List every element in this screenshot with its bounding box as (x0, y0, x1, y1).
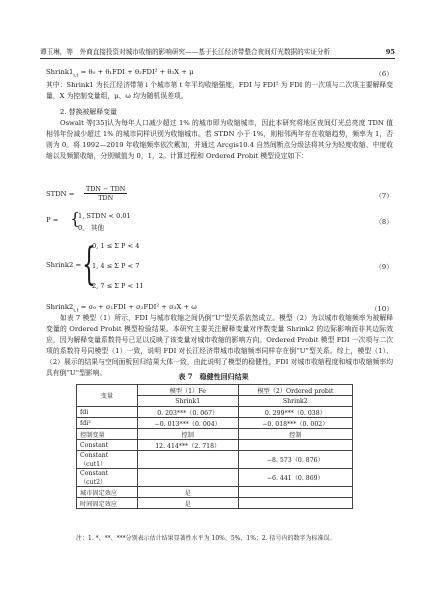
equation-7-fraction (84, 185, 127, 202)
equation-9-case3: 2, 7 ≤ Σ P < 11 (92, 282, 144, 290)
running-head-title: 谭玉琳，等 外商直接投资对城市收缩的影响研究——基于长江经济带整合夜间灯光数据的实证分析 (40, 48, 331, 56)
paragraph-method: Oswalt 等[35]认为每年人口减少超过 1% 的城市即为收缩城市，因此本研究将地区夜间灯光总亮度 TDN 值相邻年份减少超过 1% 的城市同样识别为收缩城市。若 STDN 小于 1%，则相邻两年存在收缩趋势，频率为 1，否则为 0。将 1992—2019 年收缩频率依次累加，并通过 Arcgis10.4 自然间断点分级法将其分为轻度收缩、中度收缩以及频繁收缩，分别赋值为 0，1，2。计算过程和 Ordered Probit 模型设定如下： (46, 119, 393, 160)
table-cell-m1: 是 (137, 498, 238, 509)
equation-9-number: （9） (375, 263, 393, 271)
equation-7-denominator: TDN (98, 194, 114, 202)
table-cell-m1: 0. 203***（0. 067） (137, 407, 238, 418)
table-cell-m2 (238, 487, 352, 498)
equation-10-number: （10） (370, 305, 393, 313)
table-cell-m2: 0. 299***（0. 038） (238, 407, 352, 418)
table-header-row (77, 385, 353, 396)
table-cell-var: Constant （cut2） (77, 469, 138, 487)
table-cell-m1: 是 (137, 487, 238, 498)
table-cell-m1 (137, 469, 238, 487)
equation-7-numerator: TDN − TDN (86, 185, 126, 193)
table-row (77, 451, 353, 469)
table-cell-m1: 12. 414***（2. 718） (137, 440, 238, 451)
table-subheader-shrink2: Shrink2 (238, 396, 352, 407)
table-cell-m2: −0. 018***（0. 002） (238, 418, 352, 429)
table-row (77, 407, 353, 418)
page-number: 95 (385, 48, 395, 56)
table-cell-m2: −8. 573（0. 876） (238, 451, 352, 469)
equation-9-brace: { (82, 239, 96, 290)
equation-7-number: （7） (375, 192, 393, 200)
equation-8-case1: 1, STDN < 0.01 (78, 212, 131, 220)
table-cell-var: 城市固定效应 (77, 487, 138, 498)
table-row (77, 440, 353, 451)
equation-8-lhs: P = (46, 216, 59, 224)
paragraph-results: 如表 7 模型（1）所示，FDI 与城市收缩之间仍倒“U”型关系依然成立。模型（2）为以城市收缩频率为被解释变量的 Ordered Probit 模型检验结果。本研究主要关注解释变量对序数变量 Shrink2 的边际影响而非其边际效应，因为解释变量系数符号已足以反映了该变量对城市收缩的影响方向。Ordered Probit 模型 FDI 一次项与二次项的系数符号同模型（1）一致，说明 FDI 对长江经济带城市收缩频率同样存在倒“U”型关系。综上，模型（1）、（2）展示的结果与空间面板回归结果大体一致，由此说明了模型的稳健性，FDI 对城市收缩程度和城市收缩频率均具有倒“U”型影响。 (46, 314, 393, 377)
equation-7-lhs: STDN = (46, 190, 75, 198)
equation-7 (46, 185, 393, 205)
table-cell-m2 (238, 440, 352, 451)
equation-6-number: （6） (375, 70, 393, 78)
equation-8 (46, 209, 393, 232)
table-cell-var: 时间固定效应 (77, 498, 138, 509)
running-head (40, 46, 395, 59)
table-row (77, 429, 353, 440)
equation-9 (46, 238, 393, 296)
equation-8-case2: 0, 其他 (78, 224, 105, 232)
table-cell-m1 (137, 451, 238, 469)
table-subheader-shrink1: Shrink1 (137, 396, 238, 407)
table-cell-var: fdi² (77, 418, 138, 429)
table-cell-var: fdi (77, 407, 138, 418)
equation-9-case1: 0, 1 ≤ Σ P < 4 (92, 242, 140, 250)
equation-8-number: （8） (375, 218, 393, 226)
table-cell-m2: 控制 (238, 429, 352, 440)
table-cell-m1: 控制 (137, 429, 238, 440)
table-cell-var: Constant （cut1） (77, 451, 138, 469)
equation-8-brace: { (70, 209, 81, 228)
table-cell-var: Constant (77, 440, 138, 451)
equation-9-lhs: Shrink2 = (46, 261, 82, 269)
table-note: 注：1. *、**、***分别表示估计结果显著性水平为 10%、5%、1%；2. 括号内的数字为标准误。 (76, 535, 336, 542)
robustness-table (76, 384, 353, 509)
table-row (77, 487, 353, 498)
table-header-variable: 变量 (77, 385, 138, 407)
equation-9-case2: 1, 4 ≤ Σ P < 7 (92, 262, 140, 270)
table-cell-var: 控制变量 (77, 429, 138, 440)
equation-10-lhs: $Shrink2_{i,t} = \sigma_0 + \sigma_1FDI + \sigma_2FDI^2 + \sigma_3X + \omega$ (46, 303, 197, 314)
table-header-model2: 模型（2）Ordered probit (238, 385, 352, 396)
table-row (77, 418, 353, 429)
equation-6-lhs: $Shrink1_{i,t} = \theta_0 + \theta_1FDI + \theta_2FDI^2 + \theta_3X + \mu$ (46, 68, 194, 79)
section-heading: 2. 替换被解释变量 (60, 108, 117, 116)
table-cell-m1: −0. 013***（0. 004） (137, 418, 238, 429)
table-row (77, 469, 353, 487)
table-header-model1: 模型（1）Fe (137, 385, 238, 396)
table-row (77, 498, 353, 509)
table-title: 表 7 稳健性回归结果 (178, 372, 249, 381)
table-cell-m2 (238, 498, 352, 509)
paragraph-definitions: 其中：Shrink1 为长江经济带第 i 个城市第 t 年平均收缩强度，FDI 与 FDI² 为 FDI 的一次项与二次项主要解释变量，X 为控制变量组，μ、ω 均为随机误差项。 (46, 81, 393, 100)
table-cell-m2: −6. 441（0. 869） (238, 469, 352, 487)
